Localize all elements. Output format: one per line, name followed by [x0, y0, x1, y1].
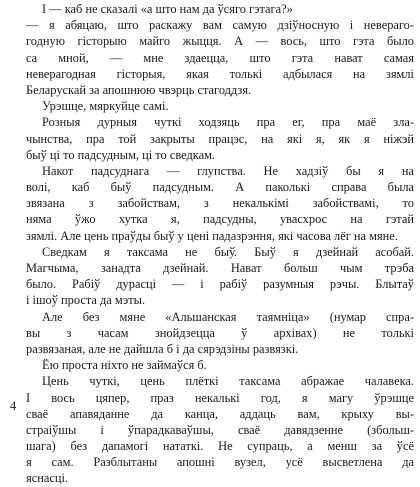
text-line: яснасці.: [26, 471, 68, 486]
text-line: быў ці то падсудным, ці то сведкам.: [26, 147, 216, 162]
text-line: Сведкам я таксама не быў. Быў я дзейнай асобай.: [42, 244, 414, 259]
text-line: Накот падсуднага — глупства. Не хадзіў бы я на: [42, 163, 414, 178]
text-line: Ёю проста ніхто не займаўся б.: [42, 358, 207, 373]
text-line: І — каб не сказалі «а што нам да ўсяго гэтага?»: [42, 2, 293, 16]
text-line: неверагодная гісторыя, якая толькі адбылася на зямлі: [26, 66, 414, 81]
text-line: звязана з забойствам, з некалькімі забойствамі, то: [26, 196, 414, 211]
text-line: вы з часам знойдзецца ў архівах) не толькі: [26, 325, 414, 340]
text-line: І вось цяпер, праз некалькі год, я магу ўрэшце: [26, 390, 414, 405]
text-line: — я абяцаю, што раскажу вам самую дзіўносную і невераго-: [26, 18, 414, 33]
text-line: было. Рабіў дурасці — і рабіў разумныя рэчы. Блытаў: [26, 277, 414, 292]
page-text: [26, 1, 414, 487]
text-line: чынства, пра той закрыты працэс, на які я, як я ніжэй: [26, 131, 414, 146]
text-line: волі, каб быў падсудным. А паколькі справа была: [26, 180, 414, 195]
text-line: сваё апавяданне да канца, аддаць вам, крыху вы-: [26, 406, 414, 421]
text-line: развязаная, але не дайшла б і да сярэдзіны развязкі.: [26, 341, 299, 356]
text-line: Беларускай за апошнюю чвэрць стагоддзя.: [26, 82, 252, 97]
text-line: я сам. Разблытаны апошні вузел, усё высветлена да: [26, 455, 414, 470]
text-line: шага) без дапамогі нататкі. Не супраць, а менш за ўсё: [26, 439, 414, 454]
text-line: няма ўжо хутка я, падсудны, увасхрос на гэтай: [26, 212, 414, 227]
text-line: са мной, — мне здаецца, што гэта нават самая: [26, 50, 414, 65]
page-number: 4: [10, 399, 17, 413]
text-line: Цень чуткі, цень плёткі таксама абражае чалавека.: [42, 374, 414, 389]
text-line: страіўшы і ўпарадкаваўшы, сваё давядзенне (збольш-: [26, 422, 414, 437]
text-line: Магчыма, занадта дзейнай. Нават больш чым трэба: [26, 261, 414, 275]
text-line: і ішоў проста да мэты.: [26, 293, 146, 308]
text-line: Розныя дурныя чуткі ходзяць пра ег, пра маё зла-: [42, 115, 414, 130]
text-line: Але без мяне «Альшанская таямніца» (нумар спра-: [42, 309, 414, 324]
text-line: Урэшце, мяркуйце самі.: [42, 99, 169, 114]
text-line: годную гісторыю майго жыцця. А — вось, што гэта было: [26, 34, 414, 49]
text-line: зямлі. Але цень праўды быў у цені падазрэння, які часова лёг на мяне.: [26, 228, 398, 243]
